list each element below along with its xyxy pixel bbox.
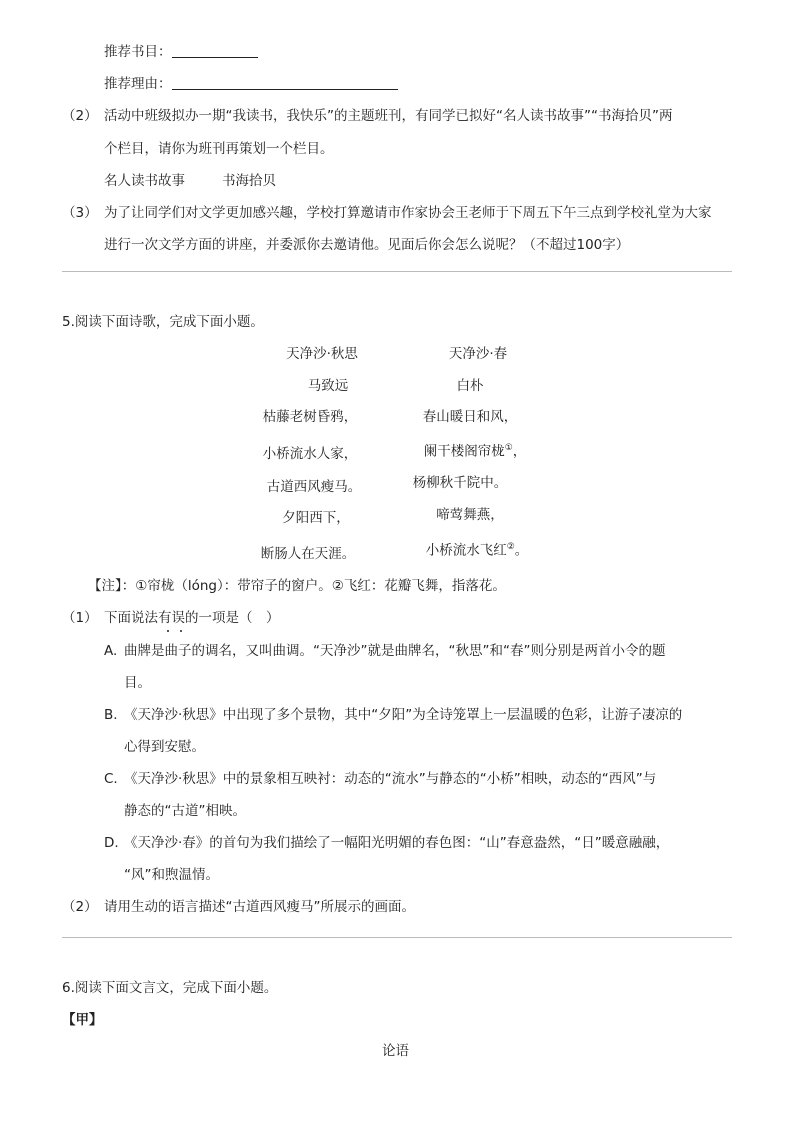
poem2-line: 小桥流水飞红②。 xyxy=(425,542,529,559)
section-divider xyxy=(62,271,732,272)
reason-label: 推荐理由： xyxy=(104,76,172,92)
q4-sub2-line2: 个栏目，请你为班刊再策划一个栏目。 xyxy=(104,141,334,157)
poem1-line: 古道西风瘦马。 xyxy=(266,479,362,495)
poem1-line: 小桥流水人家， xyxy=(262,446,358,462)
q4-sub2-number: （2） xyxy=(62,108,98,124)
option-c-cont: 静态的“古道”相映。 xyxy=(124,803,246,819)
option-d[interactable]: D. 《天净沙·春》的首句为我们描绘了一幅阳光明媚的春色图：“山”春意盎然，“日”暖意融融， xyxy=(104,835,670,851)
q6-heading: 6.阅读下面文言文，完成下面小题。 xyxy=(62,980,278,996)
q5-sub1-question: 下面说法有误的一项是（ ） xyxy=(104,610,280,626)
emphasis-dot xyxy=(167,630,169,632)
q5-sub2-question: 请用生动的语言描述“古道西风瘦马”所展示的画面。 xyxy=(104,899,415,915)
emphasis-dot xyxy=(180,630,182,632)
book-label: 推荐书目： xyxy=(104,44,172,60)
footnote-mark: ② xyxy=(506,542,515,552)
book-blank[interactable] xyxy=(172,57,258,58)
q5-sub1-number: （1） xyxy=(62,610,98,626)
option-b-cont: 心得到安慰。 xyxy=(124,739,205,755)
q5-sub2-number: （2） xyxy=(62,899,98,915)
option-b[interactable]: B. 《天净沙·秋思》中出现了多个景物，其中“夕阳”为全诗笼罩上一层温暖的色彩，让游子凄凉的 xyxy=(104,707,683,723)
option-c[interactable]: C. 《天净沙·秋思》中的景象相互映衬：动态的“流水”与静态的“小桥”相映，动态的“西风”与 xyxy=(104,771,657,787)
q4-sub3-line1: 为了让同学们对文学更加感兴趣，学校打算邀请市作家协会王老师于下周五下午三点到学校礼堂为大家 xyxy=(104,205,712,221)
column-name-1: 名人读书故事 xyxy=(104,173,185,189)
q4-sub3-number: （3） xyxy=(62,205,98,221)
footnote-mark: ① xyxy=(504,443,513,453)
q6-text-title: 论语 xyxy=(382,1043,409,1059)
reason-label-row xyxy=(104,78,398,92)
reason-blank[interactable] xyxy=(172,89,398,90)
poem1-line: 枯藤老树昏鸦， xyxy=(262,409,358,425)
poem1-author: 马致远 xyxy=(307,378,349,394)
option-d-cont: “风”和煦温情。 xyxy=(124,867,219,883)
column-name-2: 书海拾贝 xyxy=(222,173,276,189)
q4-sub2-line1: 活动中班级拟办一期“我读书，我快乐”的主题班刊，有同学已拟好“名人读书故事”“书海拾贝”两 xyxy=(104,108,673,124)
poem-note: 【注】：①帘栊（lóng）：带帘子的窗户。②飞红：花瓣飞舞，指落花。 xyxy=(88,578,506,594)
option-a[interactable]: A. 曲牌是曲子的调名，又叫曲调。“天净沙”就是曲牌名，“秋思”和“春”则分别是两首小令的题 xyxy=(104,643,666,659)
poem2-line: 杨柳秋千院中。 xyxy=(412,475,508,491)
q6-section-label: 【甲】 xyxy=(62,1012,103,1028)
poem1-line: 断肠人在天涯。 xyxy=(260,546,356,562)
option-a-cont: 目。 xyxy=(124,675,151,691)
section-divider xyxy=(62,937,732,938)
poem2-author: 白朴 xyxy=(456,378,484,394)
q4-sub3-line2: 进行一次文学方面的讲座，并委派你去邀请他。见面后你会怎么说呢？（不超过100字） xyxy=(104,237,630,253)
poem1-line: 夕阳西下， xyxy=(282,510,350,526)
poem2-line: 春山暖日和风， xyxy=(422,409,518,425)
book-label-row xyxy=(104,46,258,60)
poem2-line: 阑干楼阁帘栊①， xyxy=(423,443,527,460)
poem2-title: 天净沙·春 xyxy=(448,346,508,362)
poem1-title: 天净沙·秋思 xyxy=(286,346,358,362)
poem2-line: 啼莺舞燕， xyxy=(436,507,504,523)
q5-heading: 5.阅读下面诗歌，完成下面小题。 xyxy=(62,314,264,330)
